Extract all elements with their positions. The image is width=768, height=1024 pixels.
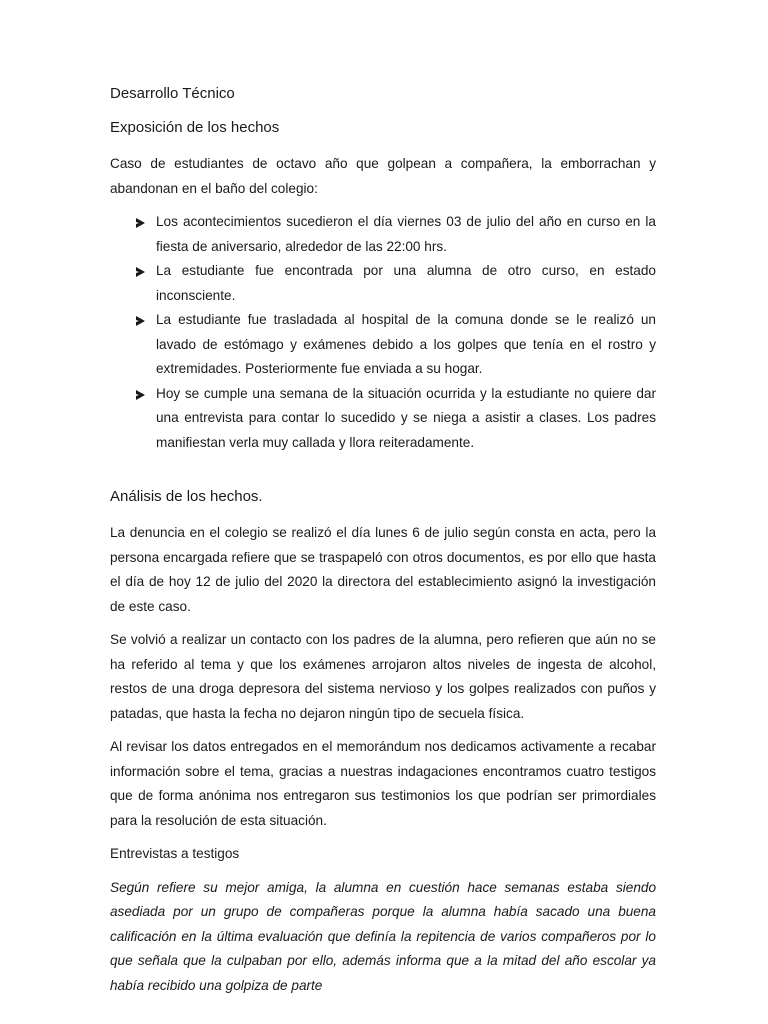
analysis-paragraph: Se volvió a realizar un contacto con los padres de la alumna, pero refieren que aún no se ha referido al tema y que los exámenes arrojaron altos niveles de ingesta de alcohol, restos de una droga depresora del sistema nervioso y los golpes realizados con puños y patadas, que hasta la fecha no dejaron ningún tipo de secuela física. [110, 632, 656, 721]
arrowhead-bullet-icon [136, 316, 145, 326]
list-item-text: Hoy se cumple una semana de la situación ocurrida y la estudiante no quiere dar una entrevista para contar lo sucedido y se niega a asistir a clases. Los padres manifiestan verla muy callada y llora reiteradamente. [156, 385, 656, 450]
analysis-paragraph: La denuncia en el colegio se realizó el día lunes 6 de julio según consta en acta, pero la persona encargada refiere que se traspapeló con otros documentos, es por ello que hasta el día de hoy 12 de julio del 2020 la directora del establecimiento asignó la investigación de este caso. [110, 525, 656, 614]
arrowhead-bullet-icon [136, 267, 145, 277]
list-item-text: La estudiante fue encontrada por una alumna de otro curso, en estado inconsciente. [156, 263, 656, 303]
facts-list [110, 210, 656, 455]
list-item [110, 259, 656, 308]
list-item [110, 308, 656, 382]
list-item-text: La estudiante fue trasladada al hospital de la comuna donde se le realizó un lavado de estómago y exámenes debido a los golpes que tenía en el rostro y extremidades. Posteriormente fue enviada a su hogar. [156, 312, 656, 376]
analysis-paragraph: Al revisar los datos entregados en el memorándum nos dedicamos activamente a recabar información sobre el tema, gracias a nuestras indagaciones encontramos cuatro testigos que de forma anónima nos entregaron sus testimonios los que podrían ser primordiales para la resolución de esta situación. [110, 739, 656, 828]
section-heading-exposicion: Exposición de los hechos [110, 119, 280, 136]
list-item-text: Los acontecimientos sucedieron el día viernes 03 de julio del año en curso en la fiesta de aniversario, alrededor de las 22:00 hrs. [156, 214, 656, 254]
document-page [110, 82, 656, 1007]
section-heading-analisis: Análisis de los hechos. [110, 488, 263, 505]
list-item [110, 382, 656, 456]
document-title: Desarrollo Técnico [110, 85, 235, 102]
testimony-paragraph: Según refiere su mejor amiga, la alumna en cuestión hace semanas estaba siendo asediada por un grupo de compañeras porque la alumna había sacado una buena calificación en la última evaluación que definía la repitencia de varios compañeros por lo que señala que la culpaban por ello, además informa que a la mitad del año escolar ya había recibido una golpiza de parte [110, 879, 656, 993]
section-heading-entrevistas: Entrevistas a testigos [110, 846, 240, 861]
arrowhead-bullet-icon [136, 218, 145, 228]
list-item [110, 210, 656, 259]
intro-paragraph: Caso de estudiantes de octavo año que golpean a compañera, la emborrachan y abandonan en el baño del colegio: [110, 156, 656, 196]
arrowhead-bullet-icon [136, 390, 145, 400]
